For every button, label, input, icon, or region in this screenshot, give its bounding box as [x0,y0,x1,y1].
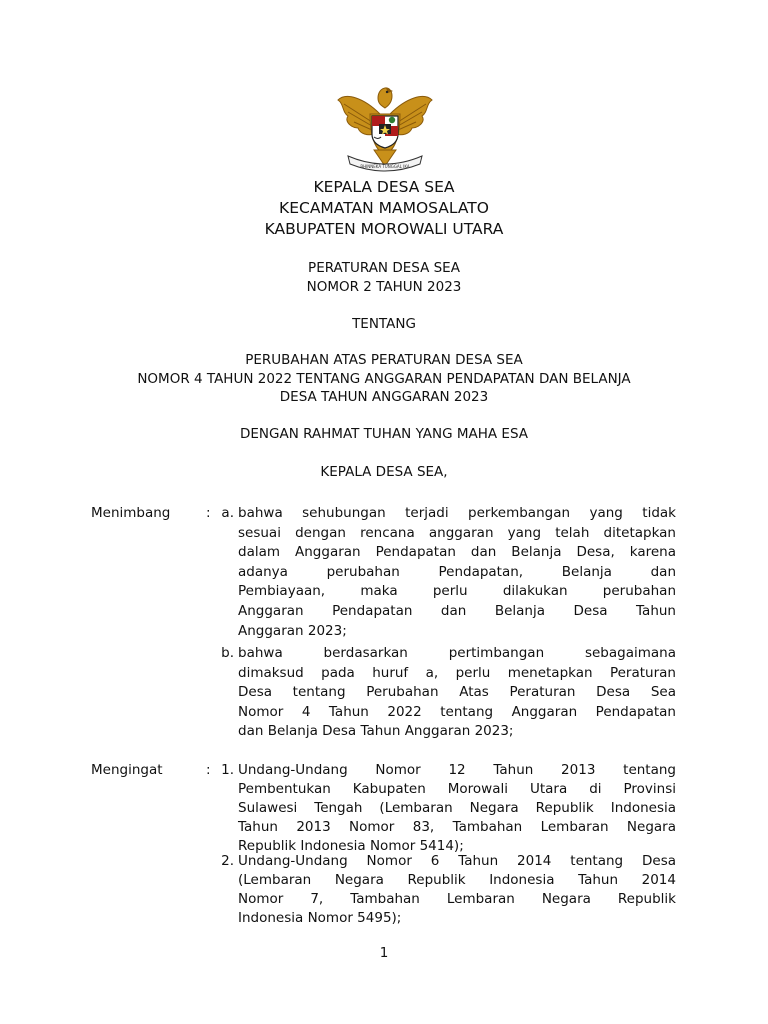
mengingat-2-line: Indonesia Nomor 5495); [238,910,402,926]
regulation-title: PERATURAN DESA SEA [308,260,460,276]
menimbang-item-b-number: b. [221,645,234,661]
menimbang-item-a-number: a. [221,505,234,521]
regulation-subject-line-1: PERUBAHAN ATAS PERATURAN DESA SEA [245,352,523,368]
header-district: KECAMATAN MAMOSALATO [279,199,489,217]
menimbang-a-line: bahwa sehubungan terjadi perkembangan yang tidak [238,505,676,521]
blessing-line: DENGAN RAHMAT TUHAN YANG MAHA ESA [239,426,529,442]
menimbang-a-line: sesuai dengan rencana anggaran yang telah ditetapkan [238,524,676,541]
menimbang-item-b [238,644,676,742]
menimbang-b-line: dimaksud pada huruf a, perlu menetapkan Peraturan [238,664,676,681]
mengingat-1-line: Tahun 2013 Nomor 83, Tambahan Lembaran Negara [238,819,676,835]
menimbang-item-a [238,504,676,641]
mengingat-2-line: Undang-Undang Nomor 6 Tahun 2014 tentang Desa [238,853,676,869]
regulation-about: TENTANG [352,316,416,332]
menimbang-b-line: bahwa berdasarkan pertimbangan sebagaimana [238,645,676,661]
mengingat-1-line: Pembentukan Kabupaten Morowali Utara di Provinsi [238,781,676,797]
mengingat-item-2 [238,852,676,928]
page-number: 1 [379,945,389,961]
garuda-pancasila-emblem [334,78,436,176]
regulation-number: NOMOR 2 TAHUN 2023 [306,279,462,295]
mengingat-2-line: Nomor 7, Tambahan Lembaran Negara Republik [238,891,676,907]
mengingat-item-1 [238,761,676,856]
mengingat-1-line: Sulawesi Tengah (Lembaran Negara Republik Indonesia [238,800,676,816]
menimbang-label: Menimbang [91,505,171,521]
mengingat-item-2-number: 2. [221,853,234,869]
menimbang-colon: : [206,505,211,521]
menimbang-a-line: Anggaran Pendapatan dan Belanja Desa Tahun [238,602,676,619]
menimbang-b-line: Nomor 4 Tahun 2022 tentang Anggaran Pendapatan [238,703,676,720]
mengingat-2-line: (Lembaran Negara Republik Indonesia Tahun 2014 [238,872,676,888]
menimbang-a-line: Anggaran 2023; [238,622,347,639]
menimbang-a-line: Pembiayaan, maka perlu dilakukan perubahan [238,583,676,600]
mengingat-1-line: Republik Indonesia Nomor 5414); [238,838,464,854]
regulation-subject-line-2: NOMOR 4 TAHUN 2022 TENTANG ANGGARAN PENDAPATAN DAN BELANJA [137,371,631,387]
svg-text:BHINNEKA TUNGGAL IKA: BHINNEKA TUNGGAL IKA [360,164,410,169]
authority-line: KEPALA DESA SEA, [320,464,448,480]
menimbang-b-line: dan Belanja Desa Tahun Anggaran 2023; [238,723,514,740]
mengingat-colon: : [206,762,211,778]
menimbang-a-line: dalam Anggaran Pendapatan dan Belanja Desa, karena [238,544,676,561]
mengingat-1-line: Undang-Undang Nomor 12 Tahun 2013 tentang [238,762,676,778]
header-regency: KABUPATEN MOROWALI UTARA [264,220,504,238]
mengingat-label: Mengingat [91,762,163,778]
menimbang-a-line: adanya perubahan Pendapatan, Belanja dan [238,563,676,580]
header-authority: KEPALA DESA SEA [313,178,455,196]
regulation-subject-line-3: DESA TAHUN ANGGARAN 2023 [279,389,489,405]
mengingat-item-1-number: 1. [221,762,234,778]
menimbang-b-line: Desa tentang Perubahan Atas Peraturan Desa Sea [238,684,676,701]
